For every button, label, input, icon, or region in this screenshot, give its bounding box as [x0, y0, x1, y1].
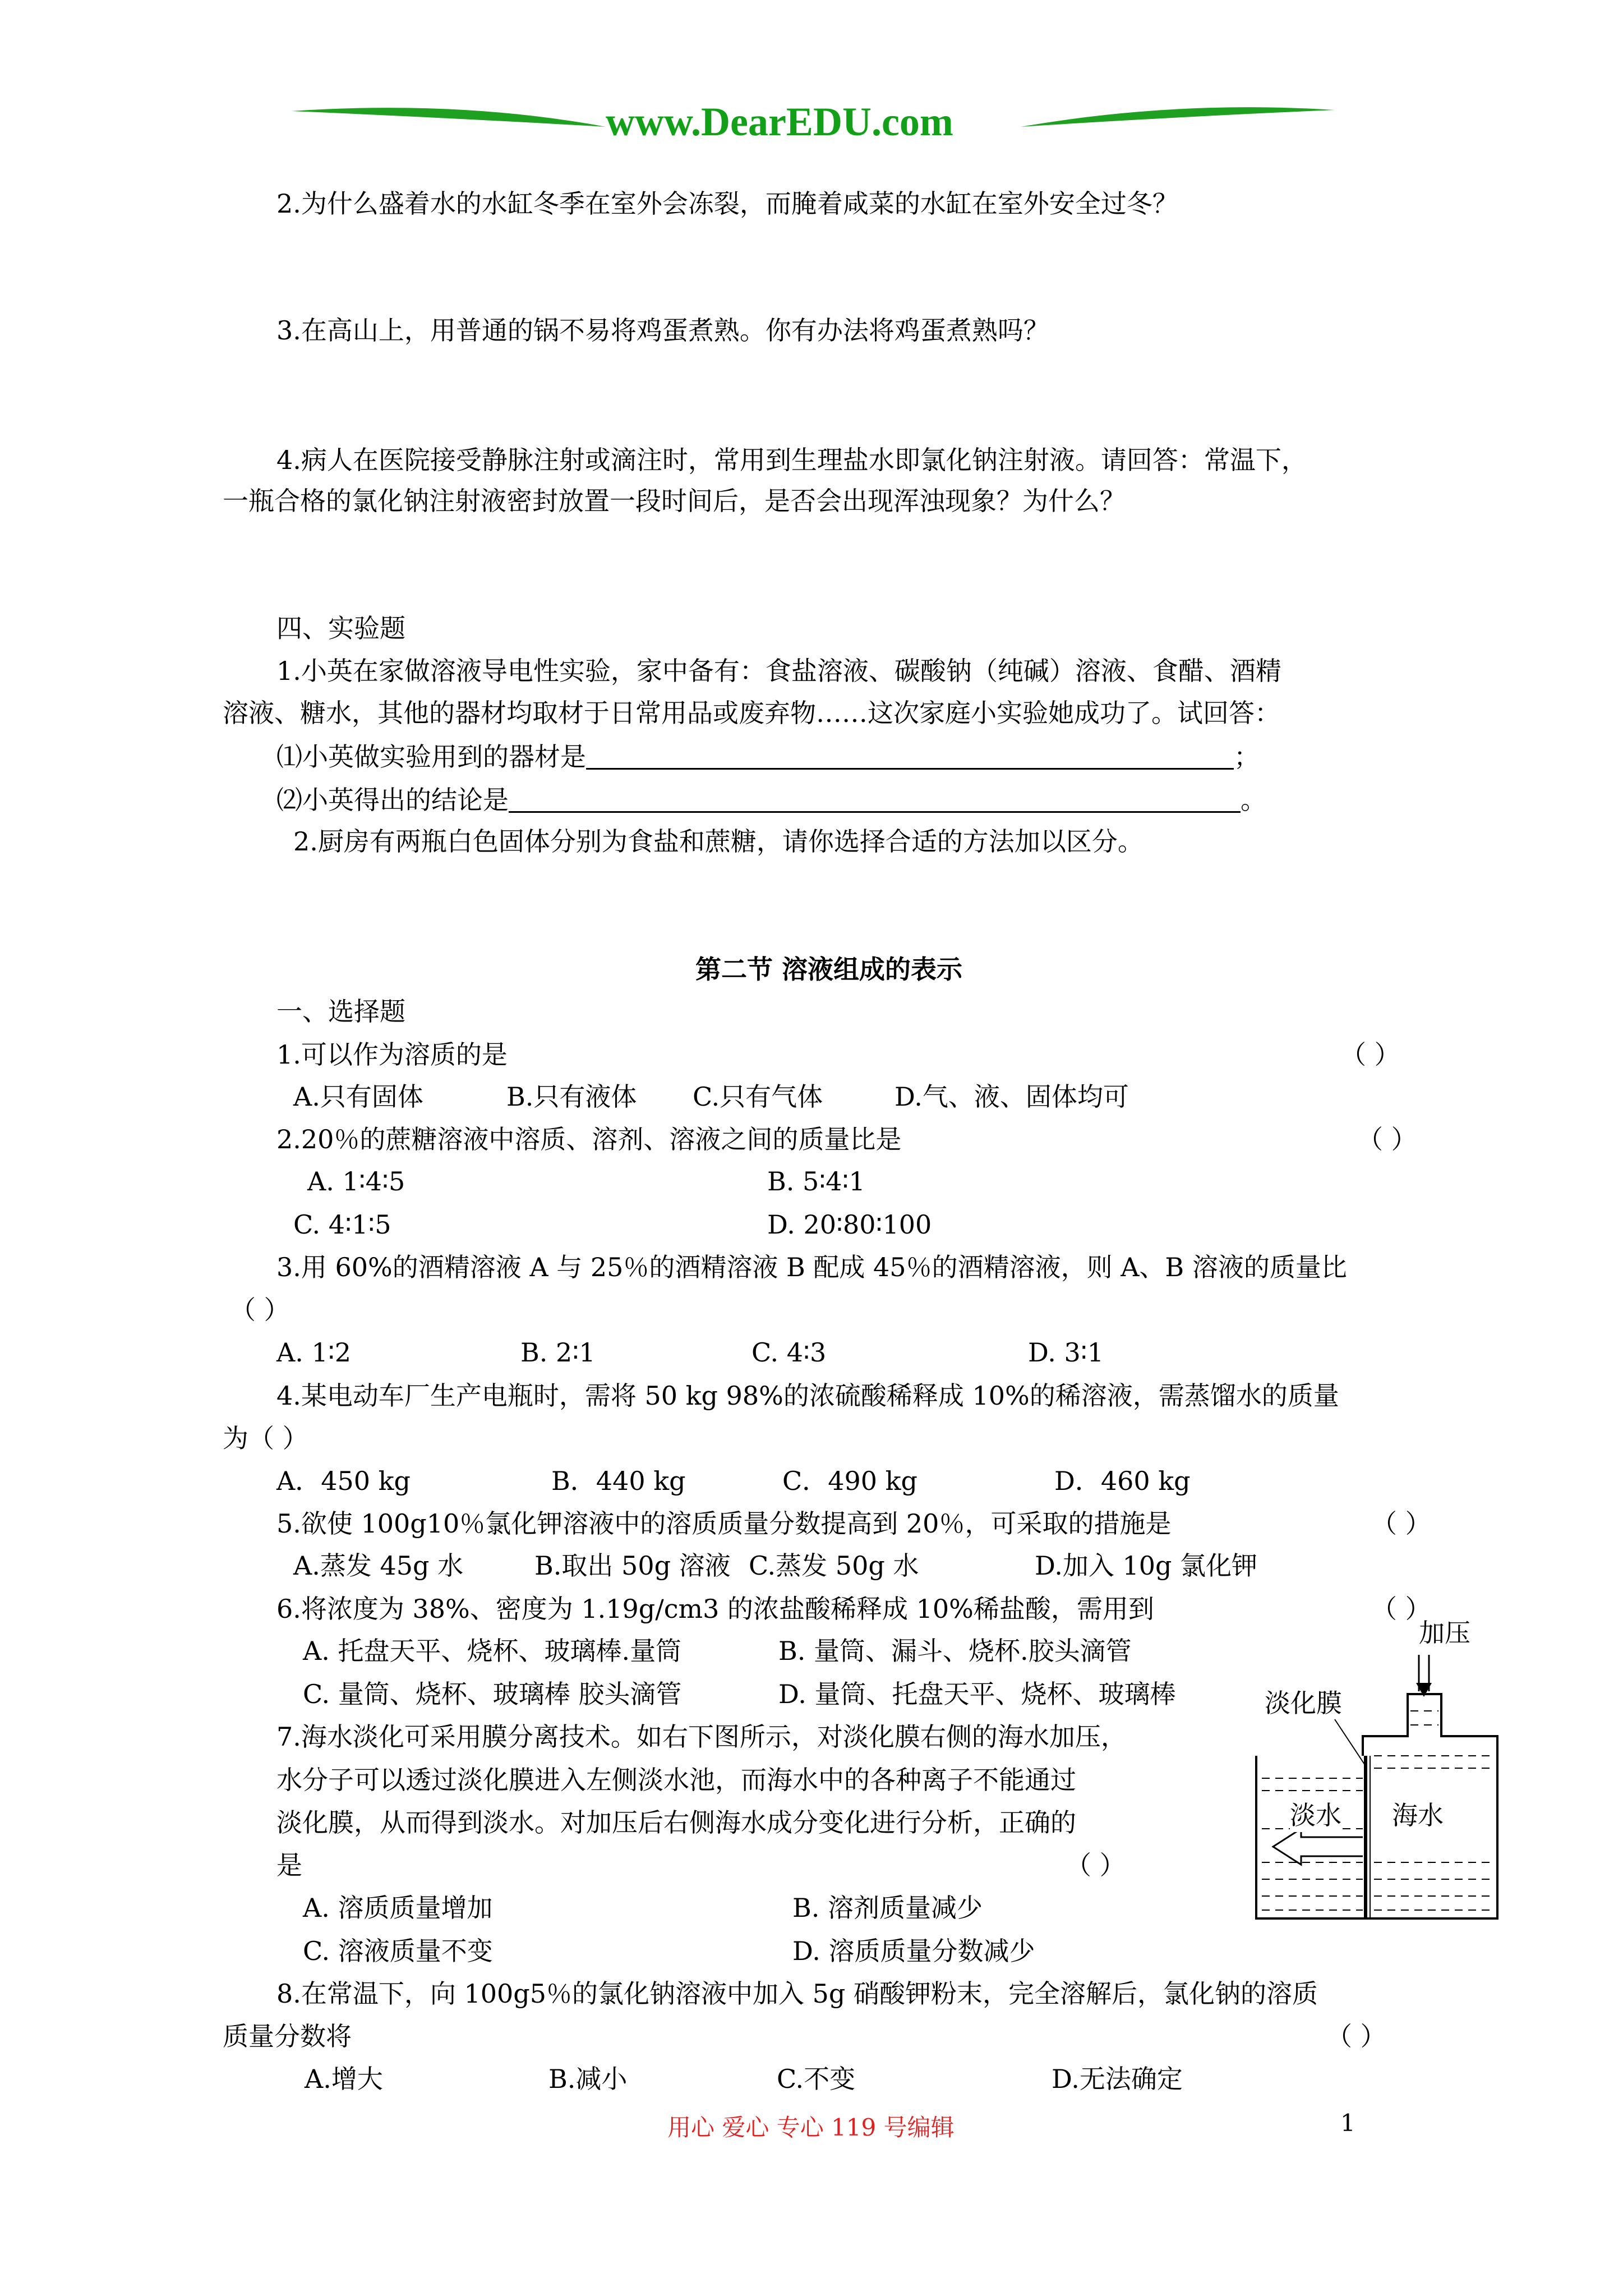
choice-q3-option-a[interactable]: A. 1∶2: [276, 1337, 351, 1368]
choice-q6-option-c[interactable]: C. 量筒、烧杯、玻璃棒 胶头滴管: [303, 1679, 682, 1709]
choice-q2-option-d[interactable]: D. 20∶80∶100: [767, 1209, 932, 1240]
label-membrane: 淡化膜: [1265, 1688, 1342, 1718]
choice-q7-line-2: 水分子可以透过淡化膜进入左侧淡水池，而海水中的各种离子不能通过: [276, 1765, 1076, 1795]
choice-q2: 2.20％的蔗糖溶液中溶质、溶剂、溶液之间的质量比是: [276, 1124, 902, 1154]
choice-q7-line-4: 是: [276, 1850, 302, 1880]
choice-q2-option-b[interactable]: B. 5∶4∶1: [767, 1166, 865, 1197]
choice-q8-option-b[interactable]: B.减小: [548, 2064, 628, 2094]
choice-q4-line-1: 4.某电动车厂生产电瓶时，需将 50 kg 98%的浓硫酸稀释成 10%的稀溶液，需蒸馏水的质量: [276, 1381, 1339, 1411]
choice-q4-option-b[interactable]: B．440 kg: [551, 1466, 686, 1496]
header-logo: [292, 94, 1335, 150]
logo-text[interactable]: www.DearEDU.com: [606, 99, 953, 144]
question-4-line-1: 4.病人在医院接受静脉注射或滴注时，常用到生理盐水即氯化钠注射液。请回答：常温下，: [276, 445, 1307, 475]
choice-q2-option-a[interactable]: A. 1∶4∶5: [307, 1166, 405, 1197]
choice-q7-option-c[interactable]: C. 溶液质量不变: [303, 1936, 493, 1966]
experiment-q1-sub-1-text: ⑴小英做实验用到的器材是: [276, 742, 586, 772]
choice-q4-option-a[interactable]: A．450 kg: [276, 1466, 411, 1496]
choice-q8-line-1: 8.在常温下，向 100g5％的氯化钠溶液中加入 5g 硝酸钾粉末，完全溶解后，氯化钠的溶质: [276, 1978, 1318, 2009]
question-2: 2.为什么盛着水的水缸冬季在室外会冻裂，而腌着咸菜的水缸在室外安全过冬？: [276, 188, 1178, 219]
choice-q6: 6.将浓度为 38%、密度为 1.19g/cm3 的浓盐酸稀释成 10%稀盐酸，需用到: [276, 1594, 1154, 1624]
experiment-q1-line-1: 1.小英在家做溶液导电性实验，家中备有：食盐溶液、碳酸钠（纯碱）溶液、食醋、酒精: [276, 656, 1281, 686]
question-4-line-2: 一瓶合格的氯化钠注射液密封放置一段时间后，是否会出现浑浊现象？为什么？: [223, 486, 1126, 516]
choice-q2-option-c[interactable]: C. 4∶1∶5: [293, 1209, 391, 1240]
choice-heading: 一、选择题: [276, 996, 405, 1027]
label-fresh-water: 淡水: [1290, 1795, 1341, 1832]
choice-q5-option-b[interactable]: B.取出 50g 溶液: [534, 1550, 731, 1581]
membrane-diagram: [1251, 1618, 1503, 1924]
choice-q5-option-a[interactable]: A.蒸发 45g 水: [293, 1550, 464, 1581]
experiment-q1-line-2: 溶液、糖水，其他的器材均取材于日常用品或废弃物……这次家庭小实验她成功了。试回答：: [223, 698, 1280, 728]
choice-q4-option-c[interactable]: C．490 kg: [782, 1466, 917, 1496]
experiment-q1-sub-1-end: ；: [1234, 742, 1260, 772]
label-sea-water: 海水: [1392, 1795, 1444, 1832]
section-four-heading: 四、实验题: [276, 613, 405, 643]
question-3: 3.在高山上，用普通的锅不易将鸡蛋煮熟。你有办法将鸡蛋煮熟吗？: [276, 315, 1049, 346]
choice-q5: 5.欲使 100g10％氯化钾溶液中的溶质质量分数提高到 20％，可采取的措施是: [276, 1508, 1172, 1539]
choice-q7-line-1: 7.海水淡化可采用膜分离技术。如右下图所示，对淡化膜右侧的海水加压，: [276, 1722, 1127, 1752]
choice-q8-line-2: 质量分数将: [223, 2021, 352, 2051]
choice-q7-paren: （ ）: [1066, 1850, 1126, 1880]
choice-q4-option-d[interactable]: D．460 kg: [1054, 1466, 1191, 1496]
choice-q1-option-c[interactable]: C.只有气体: [693, 1082, 823, 1112]
choice-q4-line-2: 为（ ）: [223, 1423, 308, 1453]
choice-q5-paren: （ ）: [1371, 1508, 1431, 1539]
experiment-q1-sub-1: [276, 742, 1260, 770]
choice-q7-option-a[interactable]: A. 溶质质量增加: [303, 1893, 493, 1923]
choice-q6-option-b[interactable]: B. 量筒、漏斗、烧杯.胶头滴管: [778, 1636, 1132, 1666]
choice-q3-line-1: 3.用 60%的酒精溶液 A 与 25％的酒精溶液 B 配成 45％的酒精溶液，则 A、B 溶液的质量比: [276, 1252, 1347, 1282]
choice-q1-paren: （ ）: [1340, 1039, 1400, 1070]
answer-blank-1[interactable]: [586, 742, 1234, 770]
choice-q3-option-b[interactable]: B. 2∶1: [520, 1337, 596, 1368]
choice-q6-option-a[interactable]: A. 托盘天平、烧杯、玻璃棒.量筒: [303, 1636, 682, 1666]
choice-q8-option-c[interactable]: C.不变: [777, 2064, 856, 2094]
choice-q7-option-d[interactable]: D. 溶质质量分数减少: [792, 1936, 1035, 1966]
page-number: 1: [1340, 2109, 1355, 2137]
choice-q8-paren: （ ）: [1326, 2021, 1386, 2051]
choice-q8-option-a[interactable]: A.增大: [305, 2064, 383, 2094]
experiment-q1-sub-2-end: 。: [1241, 785, 1266, 815]
choice-q8-option-d[interactable]: D.无法确定: [1052, 2064, 1183, 2094]
section-title: 第二节 溶液组成的表示: [695, 954, 963, 984]
choice-q5-option-d[interactable]: D.加入 10g 氯化钾: [1035, 1550, 1258, 1581]
choice-q7-line-3: 淡化膜，从而得到淡水。对加压后右侧海水成分变化进行分析，正确的: [276, 1807, 1076, 1838]
experiment-q1-sub-2-text: ⑵小英得出的结论是: [276, 785, 509, 815]
label-pressure: 加压: [1419, 1618, 1470, 1648]
choice-q1-option-a[interactable]: A.只有固体: [293, 1082, 423, 1112]
experiment-q2: 2.厨房有两瓶白色固体分别为食盐和蔗糖，请你选择合适的方法加以区分。: [293, 826, 1144, 857]
choice-q6-paren: （ ）: [1371, 1594, 1431, 1624]
experiment-q1-sub-2: [276, 785, 1266, 813]
choice-q1: 1.可以作为溶质的是: [276, 1039, 508, 1070]
footer-text: 用心 爱心 专心 119 号编辑: [667, 2114, 955, 2141]
choice-q7-option-b[interactable]: B. 溶剂质量减少: [792, 1893, 983, 1923]
choice-q3-option-d[interactable]: D. 3∶1: [1028, 1337, 1104, 1368]
choice-q6-option-d[interactable]: D. 量筒、托盘天平、烧杯、玻璃棒: [778, 1679, 1176, 1709]
choice-q1-option-b[interactable]: B.只有液体: [506, 1082, 637, 1112]
choice-q3-option-c[interactable]: C. 4∶3: [751, 1337, 827, 1368]
choice-q1-option-d[interactable]: D.气、液、固体均可: [895, 1082, 1129, 1112]
choice-q3-line-2: （ ）: [230, 1295, 290, 1325]
choice-q2-paren: （ ）: [1357, 1124, 1417, 1154]
answer-blank-2[interactable]: [509, 785, 1241, 813]
choice-q5-option-c[interactable]: C.蒸发 50g 水: [749, 1550, 919, 1581]
